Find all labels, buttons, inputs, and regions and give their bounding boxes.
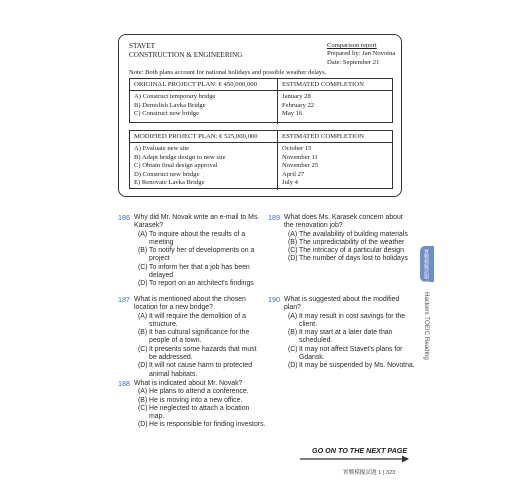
option-text: It will not cause harm to protected xyxy=(149,362,253,370)
date-item: July 4 xyxy=(282,179,298,187)
question-stem xyxy=(284,214,418,231)
option-text: He is responsible for finding investors. xyxy=(149,421,266,429)
option-letter: (C) xyxy=(138,263,148,271)
book-title-label: Hackers TOEIC Reading xyxy=(423,292,430,360)
date-item: October 15 xyxy=(282,145,312,152)
question-number: 187 xyxy=(118,295,130,304)
option-text: The unpredictability of the weather xyxy=(299,238,405,246)
option-text: client. xyxy=(299,320,318,328)
date-item: January 28 xyxy=(282,93,311,100)
option-text: It has cultural significance for the xyxy=(149,329,250,337)
option-letter: (D) xyxy=(138,421,148,429)
option-letter: (C) xyxy=(138,404,148,412)
answer-option-a[interactable] xyxy=(138,313,268,330)
question-number: 186 xyxy=(118,213,130,222)
answer-option-a[interactable] xyxy=(138,388,268,396)
answer-option-a[interactable] xyxy=(288,313,418,330)
answer-option-b[interactable] xyxy=(138,329,268,346)
stem-line: location for a new bridge? xyxy=(134,304,213,312)
modified-dates xyxy=(278,143,392,190)
answer-option-d[interactable] xyxy=(138,362,268,379)
task-item: B) Adapt bridge design to new site xyxy=(134,153,226,161)
answer-option-d[interactable] xyxy=(288,255,418,263)
comparison-report xyxy=(118,34,402,197)
task-item: A) Evaluate new site xyxy=(134,145,190,152)
original-dates xyxy=(278,91,392,124)
option-text: animal habitats. xyxy=(149,370,198,378)
answer-option-c[interactable] xyxy=(138,264,268,281)
go-on-text: GO ON TO THE NEXT PAGE xyxy=(312,446,408,455)
option-letter: (C) xyxy=(138,345,148,353)
question-number: 188 xyxy=(118,379,130,388)
option-text: It may result in cost savings for the xyxy=(299,312,406,320)
option-letter: (D) xyxy=(288,362,298,370)
task-item: E) Renovate Lavka Bridge xyxy=(134,179,205,187)
right-arrow-icon xyxy=(300,455,410,463)
original-tasks xyxy=(130,91,278,124)
answer-option-d[interactable] xyxy=(288,362,418,370)
option-letter: (D) xyxy=(138,280,148,288)
option-text: To report on an architect's findings xyxy=(149,280,254,288)
answer-option-c[interactable] xyxy=(138,405,268,422)
task-item: D) Construct new bridge xyxy=(134,170,200,178)
option-text: Gdansk. xyxy=(299,354,325,362)
option-letter: (B) xyxy=(138,329,148,337)
question-189 xyxy=(268,214,418,264)
modified-tasks xyxy=(130,143,278,190)
option-text: He is moving into a new office. xyxy=(149,396,243,404)
stem-line: Why did Mr. Novak write an e-mail to Ms. xyxy=(134,214,260,221)
modified-completion-header: ESTIMATED COMPLETION xyxy=(282,133,364,140)
answer-option-b[interactable] xyxy=(138,247,268,264)
option-text: meeting xyxy=(149,238,174,246)
report-note: Note: Both plans account for national holidays and possible weather delays. xyxy=(129,69,327,76)
option-text: people of a town. xyxy=(149,337,202,345)
option-text: To inquire about the results of a xyxy=(149,230,246,238)
original-plan-header: ORIGINAL PROJECT PLAN: € 450,000,000 xyxy=(130,79,278,90)
option-text: It will require the demolition of a xyxy=(149,312,246,320)
option-text: The number of days lost to holidays xyxy=(299,255,408,263)
page-footer: 實戰模擬試題 1 | 323 xyxy=(343,470,396,476)
option-letter: (D) xyxy=(288,255,298,263)
question-stem xyxy=(134,380,268,388)
prepared-by: Prepared by: Jan Novotna xyxy=(327,50,396,58)
answer-option-b[interactable] xyxy=(288,329,418,346)
answer-option-d[interactable] xyxy=(138,280,268,288)
option-letter: (A) xyxy=(138,312,148,320)
option-text: It may not affect Stavet's plans for xyxy=(299,345,403,353)
answer-option-c[interactable] xyxy=(288,247,418,255)
option-text: The intricacy of a particular design xyxy=(299,247,404,255)
modified-plan-header-row xyxy=(130,131,392,143)
option-text: He plans to attend a conference. xyxy=(149,388,249,396)
date-item: February 22 xyxy=(282,101,315,109)
option-letter: (B) xyxy=(138,396,148,404)
option-text: The availability of building materials xyxy=(299,230,408,238)
task-item: A) Construct temporary bridge xyxy=(134,93,216,100)
date-item: May 16 xyxy=(282,110,303,118)
answer-option-b[interactable] xyxy=(288,239,418,247)
option-text: be addressed. xyxy=(149,354,193,362)
section-tab-label: 實戰模擬試題 1 xyxy=(423,249,429,284)
option-text: delayed xyxy=(149,272,174,280)
option-text: It may start at a later date than xyxy=(299,329,393,337)
option-letter: (C) xyxy=(288,247,298,255)
answer-option-c[interactable] xyxy=(288,346,418,363)
question-stem xyxy=(134,296,268,313)
stem-line: Karasek? xyxy=(134,222,164,230)
stem-line: What is suggested about the modified xyxy=(284,296,400,303)
option-text: map. xyxy=(149,413,165,421)
answer-option-b[interactable] xyxy=(138,397,268,405)
company-line-1: STAVET xyxy=(129,42,156,50)
task-item: C) Obtain final design approval xyxy=(134,162,218,170)
company-line-2: CONSTRUCTION & ENGINEERING xyxy=(129,51,243,59)
option-letter: (A) xyxy=(138,388,148,396)
option-text: To notify her of developments on a xyxy=(149,247,255,255)
stem-line: What does Ms. Karasek concern about xyxy=(284,214,403,221)
option-letter: (C) xyxy=(288,345,298,353)
option-letter: (A) xyxy=(288,312,298,320)
option-text: He neglected to attach a location xyxy=(149,404,250,412)
section-tab[interactable] xyxy=(420,246,434,282)
option-letter: (B) xyxy=(288,238,298,246)
option-text: scheduled. xyxy=(299,337,333,345)
option-text: It may be suspended by Ms. Novotna. xyxy=(299,362,415,370)
option-letter: (D) xyxy=(138,362,148,370)
report-meta xyxy=(327,42,395,67)
stem-line: What is mentioned about the chosen xyxy=(134,296,246,303)
stem-line: the renovation job? xyxy=(284,222,343,230)
stem-line: plan? xyxy=(284,304,301,312)
option-letter: (B) xyxy=(138,247,148,255)
report-date: Date: September 21 xyxy=(327,58,380,66)
answer-option-a[interactable] xyxy=(138,231,268,248)
option-text: It presents some hazards that must xyxy=(149,345,257,353)
question-186 xyxy=(118,214,268,289)
task-item: C) Construct new bridge xyxy=(134,110,200,118)
date-item: April 27 xyxy=(282,170,305,178)
question-number: 190 xyxy=(268,295,280,304)
original-plan-table xyxy=(129,78,393,123)
option-letter: (B) xyxy=(288,329,298,337)
option-text: To inform her that a job has been xyxy=(149,263,250,271)
option-letter: (A) xyxy=(138,230,148,238)
modified-plan-header: MODIFIED PROJECT PLAN: € 525,000,000 xyxy=(130,131,278,142)
question-188 xyxy=(118,380,268,430)
modified-plan-table xyxy=(129,130,393,189)
original-completion-header: ESTIMATED COMPLETION xyxy=(282,81,364,88)
stem-line: What is indicated about Mr. Novak? xyxy=(134,380,243,387)
question-number: 189 xyxy=(268,213,280,222)
company-name xyxy=(129,42,242,60)
date-item: November 25 xyxy=(282,162,319,170)
option-text: project xyxy=(149,255,170,263)
answer-option-c[interactable] xyxy=(138,346,268,363)
question-187 xyxy=(118,296,268,379)
question-190 xyxy=(268,296,418,371)
question-stem xyxy=(134,214,268,231)
original-plan-header-row xyxy=(130,79,392,91)
option-text: structure. xyxy=(149,320,178,328)
answer-option-d[interactable] xyxy=(138,421,268,429)
question-stem xyxy=(284,296,418,313)
date-item: November 11 xyxy=(282,153,318,161)
task-item: B) Demolish Lavka Bridge xyxy=(134,101,206,109)
answer-option-a[interactable] xyxy=(288,231,418,239)
option-letter: (A) xyxy=(288,230,298,238)
report-title: Comparison report xyxy=(327,42,377,49)
